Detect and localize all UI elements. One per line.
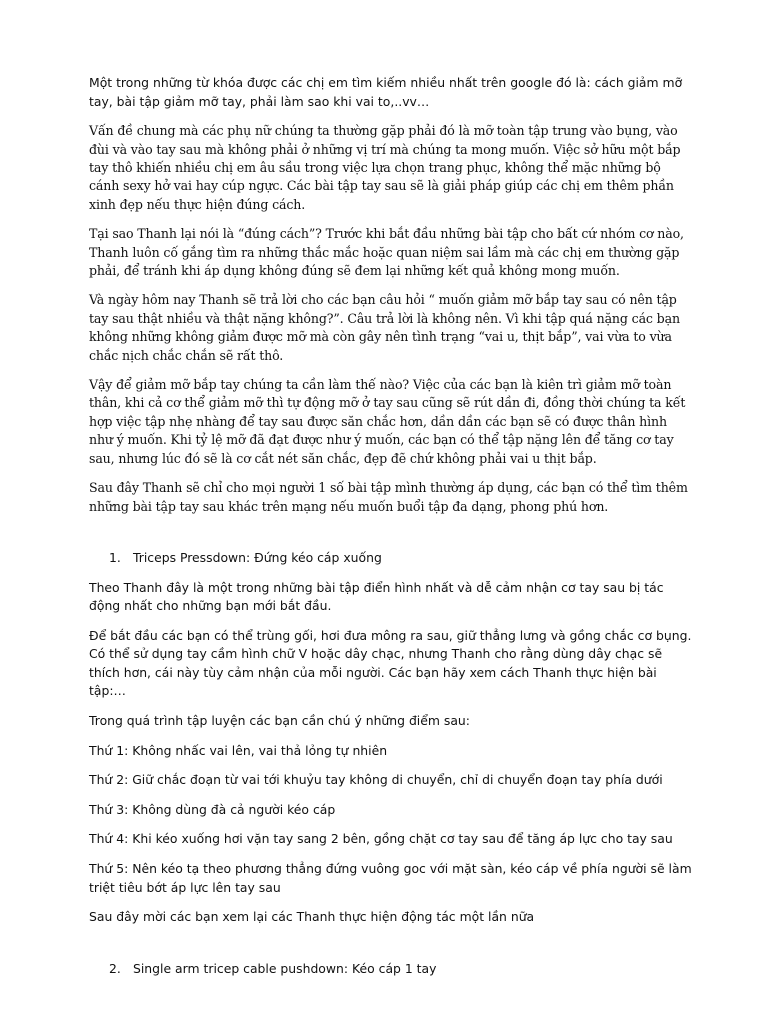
section-1-paragraph: Theo Thanh đây là một trong những bài tập điển hình nhất và dễ cảm nhận cơ tay sau bị tác động nhất cho những bạn mới bắt đầu. — [89, 579, 664, 614]
section-1-paragraph: Thứ 1: Không nhấc vai lên, vai thả lỏng tự nhiên — [89, 742, 388, 758]
spacer — [89, 938, 694, 960]
section-1-paragraph: Thứ 2: Giữ chắc đoạn từ vai tới khuỷu tay không di chuyển, chỉ di chuyển đoạn tay phía dưới — [89, 772, 663, 788]
intro-paragraph-5: Vậy để giảm mỡ bắp tay chúng ta cần làm thế nào? Việc của các bạn là kiên trì giảm mỡ toàn thân, khi cả cơ thể giảm mỡ thì tự động mỡ ở tay sau cũng sẽ rút dần đi, đồng thời chúng ta kết hợp việc tập nhẹ nhàng để tay sau được săn chắc hơn, dần dần các bạn sẽ có được thân hình như ý muốn. Khi tỷ lệ mỡ đã đạt được như ý muốn, các bạn có thể tập nặng lên để tăng cơ tay sau, nhưng lúc đó sẽ là cơ cắt nét săn chắc, đẹp đẽ chứ không phải vai u thịt bắp. — [89, 377, 686, 466]
document-page — [89, 74, 694, 989]
section-1-number: 1. — [109, 549, 121, 565]
section-1-paragraph: Thứ 3: Không dùng đà cả người kéo cáp — [89, 801, 336, 817]
section-2-heading — [89, 960, 694, 979]
section-1-paragraph: Sau đây mời các bạn xem lại các Thanh thực hiện động tác một lần nữa — [89, 909, 535, 925]
intro-paragraph-4: Và ngày hôm nay Thanh sẽ trả lời cho các bạn câu hỏi “ muốn giảm mỡ bắp tay sau có nên tập tay sau thật nhiều và thật nặng không?”. Câu trả lời là không nên. Vì khi tập quá nặng các bạn không những không giảm được mỡ mà còn gây nên tình trạng “vai u, thịt bắp”, vai vừa to vừa chắc nịch chắc chắn sẽ rất thô. — [89, 292, 680, 363]
intro-paragraph-6: Sau đây Thanh sẽ chỉ cho mọi người 1 số bài tập mình thường áp dụng, các bạn có thể tìm thêm những bài tập tay sau khác trên mạng nếu muốn buổi tập đa dạng, phong phú hơn. — [89, 480, 688, 514]
section-1-heading — [89, 549, 694, 568]
section-1-title: Triceps Pressdown: Đứng kéo cáp xuống — [133, 549, 382, 565]
intro-paragraph-3: Tại sao Thanh lại nói là “đúng cách”? Trước khi bắt đầu những bài tập cho bất cứ nhóm cơ nào, Thanh luôn cố gắng tìm ra những thắc mắc hoặc quan niệm sai lầm mà các chị em thường gặp phải, để tránh khi áp dụng không đúng sẽ đem lại những kết quả không mong muốn. — [89, 226, 684, 279]
section-1-paragraph: Trong quá trình tập luyện các bạn cần chú ý những điểm sau: — [89, 713, 470, 729]
section-2-title: Single arm tricep cable pushdown: Kéo cáp 1 tay — [133, 960, 437, 976]
intro-paragraph-2: Vấn đề chung mà các phụ nữ chúng ta thường gặp phải đó là mỡ toàn tập trung vào bụng, vào đùi và vào tay sau mà không phải ở những vị trí mà chúng ta mong muốn. Việc sở hữu một bắp tay thô khiến nhiều chị em âu sầu trong việc lựa chọn trang phục, không thể mặc những bộ cánh sexy hở vai hay cúp ngực. Các bài tập tay sau sẽ là giải pháp giúp các chị em thêm phần xinh đẹp nếu thực hiện đúng cách. — [89, 123, 681, 212]
spacer — [89, 527, 694, 549]
section-1-paragraph: Để bắt đầu các bạn có thể trùng gối, hơi đưa mông ra sau, giữ thẳng lưng và gồng chắc cơ bụng. Có thể sử dụng tay cầm hình chữ V hoặc dây chạc, nhưng Thanh cho rằng dùng dây chạc sẽ thích hơn, cái này tùy cảm nhận của mỗi người. Các bạn hãy xem cách Thanh thực hiện bài tập:… — [89, 627, 692, 699]
section-1-paragraph: Thứ 5: Nên kéo tạ theo phương thẳng đứng vuông goc với mặt sàn, kéo cáp về phía người sẽ làm triệt tiêu bớt áp lực lên tay sau — [89, 861, 692, 895]
section-2-number: 2. — [109, 960, 121, 976]
section-1-paragraph: Thứ 4: Khi kéo xuống hơi vặn tay sang 2 bên, gồng chặt cơ tay sau để tăng áp lực cho tay sau — [89, 831, 673, 847]
intro-paragraph-1: Một trong những từ khóa được các chị em tìm kiếm nhiều nhất trên google đó là: cách giảm mỡ tay, bài tập giảm mỡ tay, phải làm sao khi vai to,..vv… — [89, 75, 683, 109]
